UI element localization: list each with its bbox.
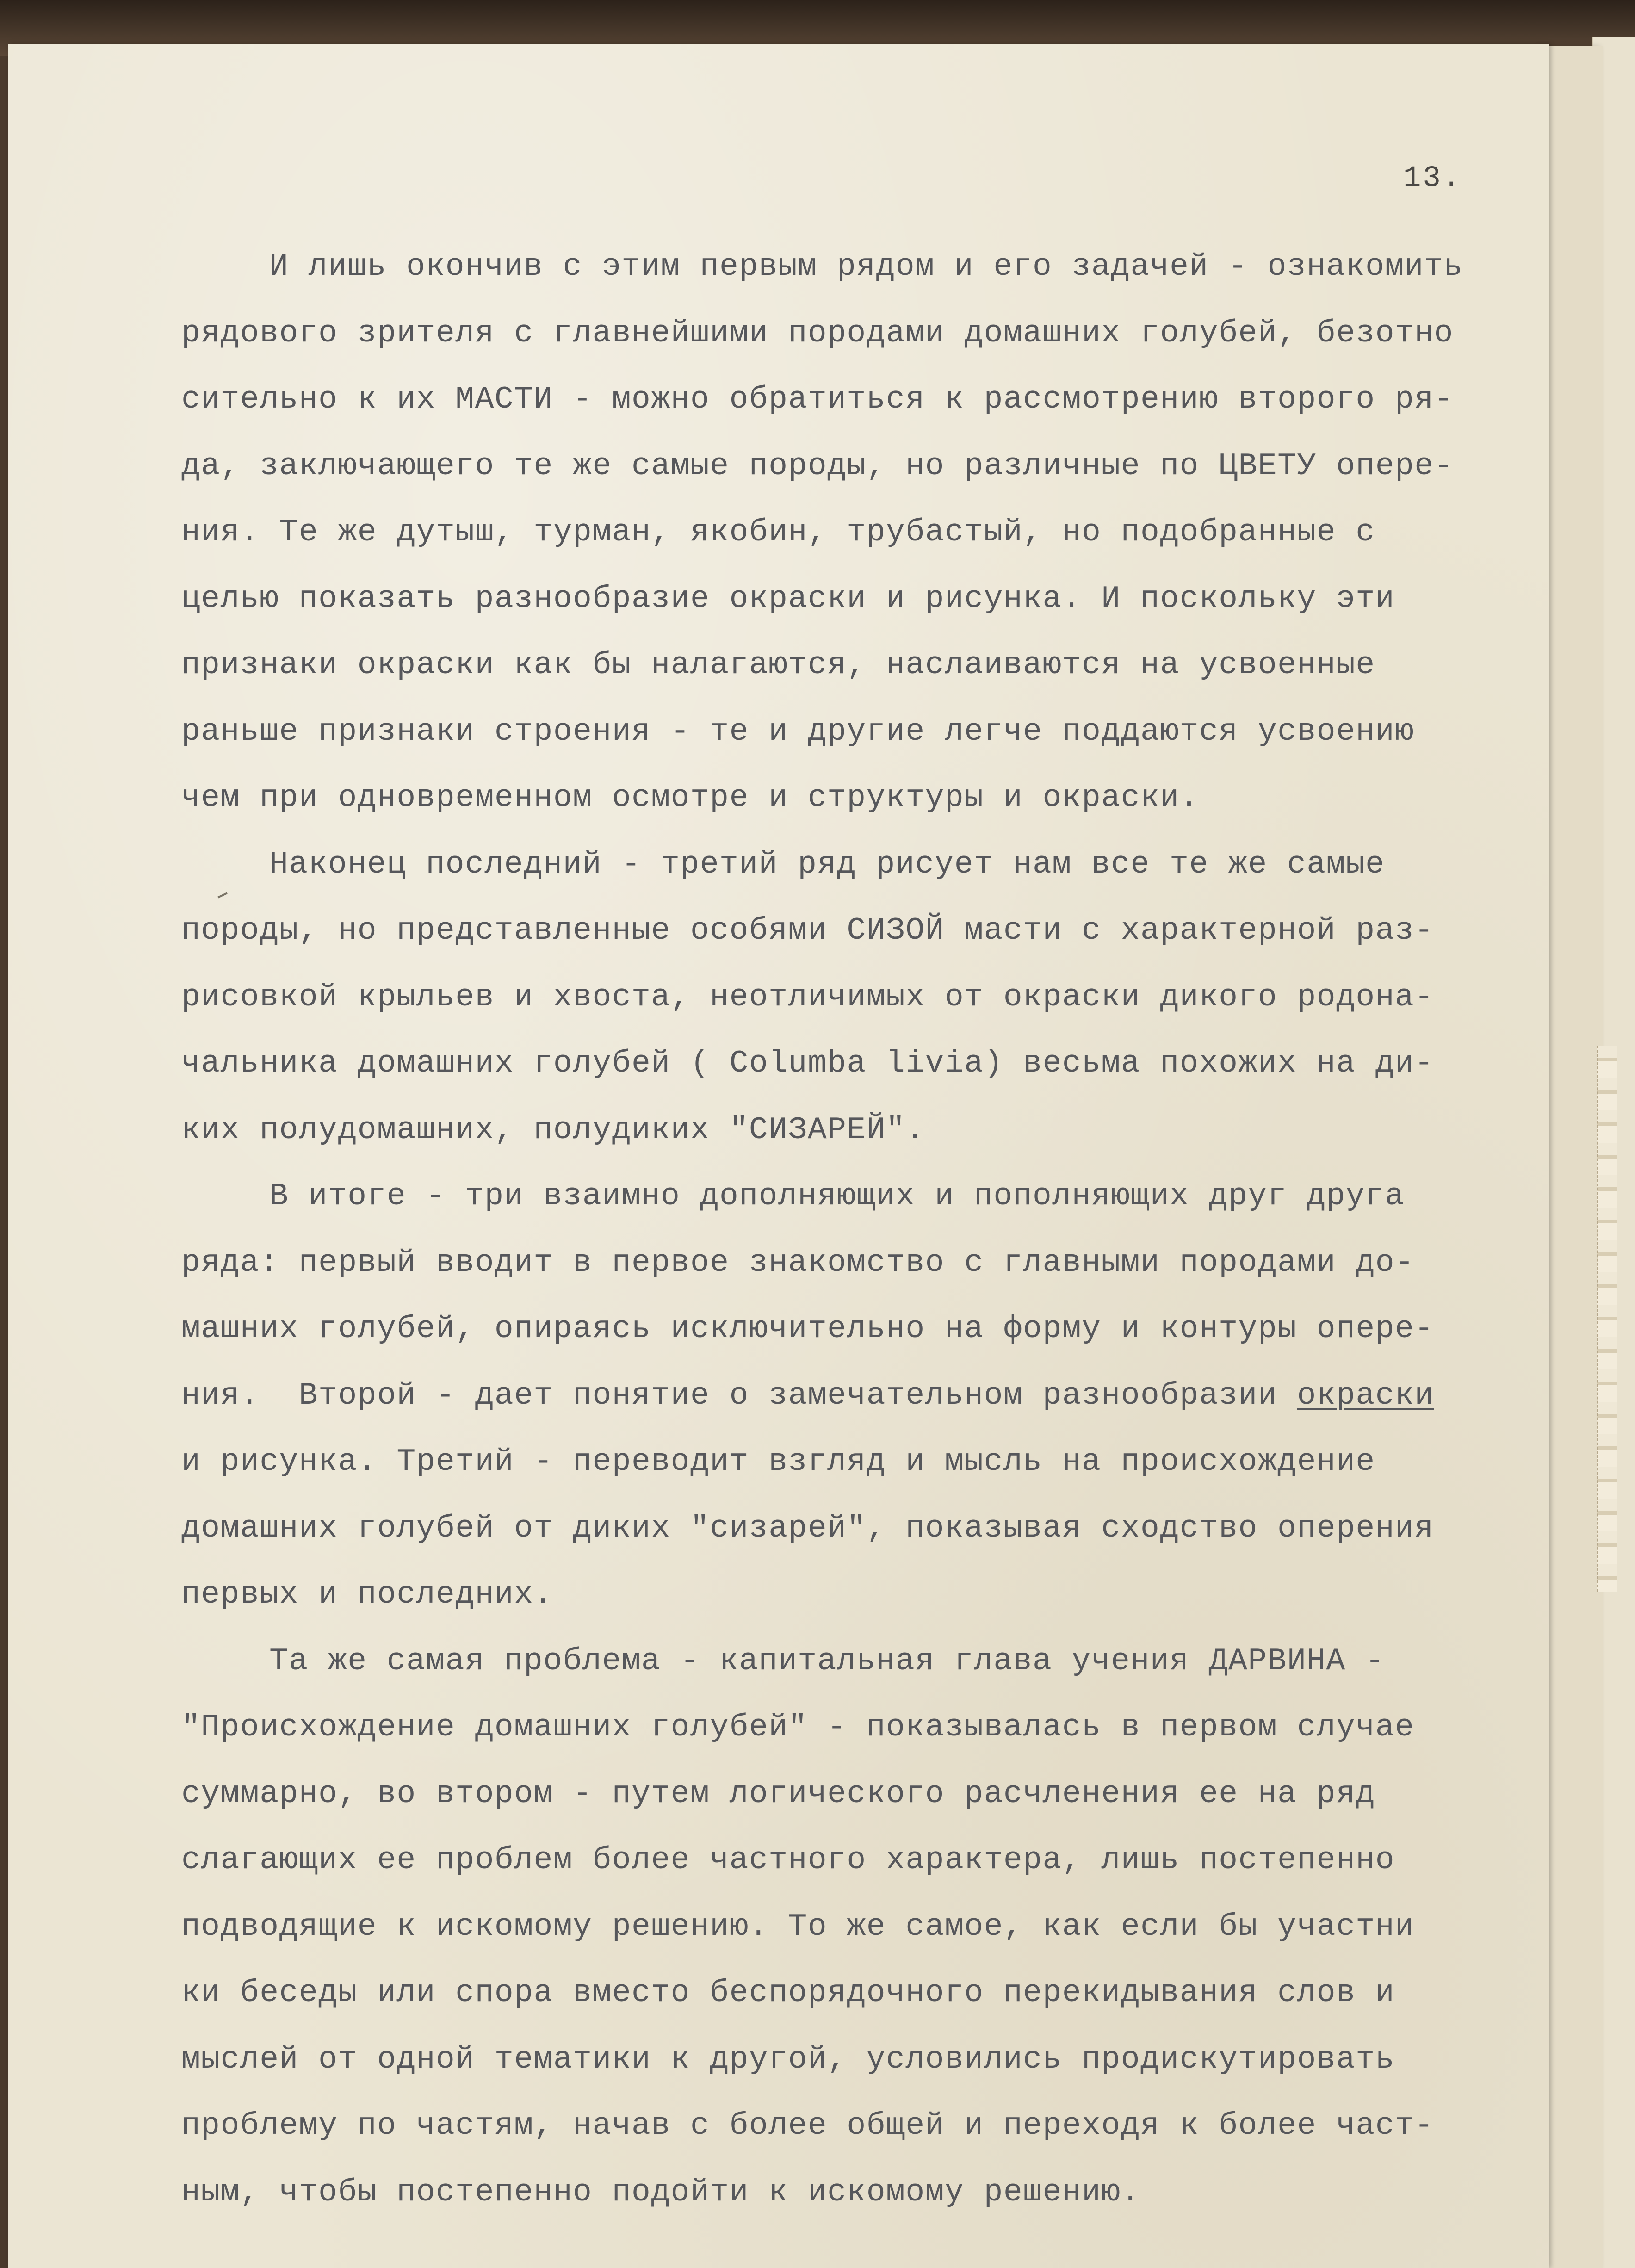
underlying-sheet bbox=[1541, 46, 1603, 2268]
text-line-content: проблему по частям, начав с более общей и переходя к более част- bbox=[181, 2108, 1434, 2144]
text-line bbox=[181, 566, 1523, 632]
text-line bbox=[181, 699, 1523, 765]
text-line bbox=[181, 1429, 1523, 1495]
text-line-content: ряда: первый вводит в первое знакомство с главными породами до- bbox=[181, 1245, 1415, 1281]
text-line bbox=[181, 234, 1523, 300]
text-line-content: домашних голубей от диких "сизарей", показывая сходство оперения bbox=[181, 1510, 1434, 1546]
text-line bbox=[181, 1296, 1523, 1363]
text-line bbox=[181, 964, 1523, 1031]
text-line bbox=[181, 1761, 1523, 1828]
underlined-word: окраски bbox=[1297, 1377, 1434, 1413]
text-line-content: "Происхождение домашних голубей" - показывалась в первом случае bbox=[181, 1710, 1415, 1745]
text-line-content: чем при одновременном осмотре и структуры и окраски. bbox=[181, 780, 1199, 816]
text-line bbox=[181, 300, 1523, 367]
text-line bbox=[181, 898, 1523, 964]
text-line-content: ным, чтобы постепенно подойти к искомому решению. bbox=[181, 2174, 1141, 2210]
text-line-content: рядового зрителя с главнейшими породами домашних голубей, безотно bbox=[181, 315, 1454, 351]
text-line-content: суммарно, во втором - путем логического расчленения ее на ряд bbox=[181, 1776, 1375, 1812]
text-line bbox=[181, 1628, 1523, 1695]
body-text bbox=[181, 234, 1523, 2225]
text-line bbox=[181, 2026, 1523, 2093]
text-line-content: признаки окраски как бы налагаются, наслаиваются на усвоенные bbox=[181, 647, 1375, 683]
text-line-content: раньше признаки строения - те и другие легче поддаются усвоению bbox=[181, 713, 1415, 750]
text-line-content: ния. Те же дутыш, турман, якобин, трубастый, но подобранные с bbox=[181, 514, 1375, 550]
text-line-content: да, заключающего те же самые породы, но различные по ЦВЕТУ опере- bbox=[181, 448, 1454, 484]
text-line-content: машних голубей, опираясь исключительно на форму и контуры опере- bbox=[181, 1311, 1434, 1347]
text-line-content: ких полудомашних, полудиких "СИЗАРЕЙ". bbox=[181, 1112, 925, 1148]
text-line bbox=[181, 1495, 1523, 1562]
page-number: 13. bbox=[1403, 162, 1462, 195]
text-line bbox=[181, 831, 1523, 898]
text-line-content: В итоге - три взаимно дополняющих и пополняющих друг друга bbox=[269, 1178, 1405, 1214]
text-line-content: первых и последних. bbox=[181, 1577, 553, 1612]
text-line-content: сительно к их МАСТИ - можно обратиться к рассмотрению второго ря- bbox=[181, 382, 1454, 417]
text-line bbox=[181, 1030, 1523, 1097]
text-line bbox=[181, 499, 1523, 566]
text-line bbox=[181, 1230, 1523, 1296]
text-line bbox=[181, 366, 1523, 433]
text-line bbox=[181, 1960, 1523, 2026]
text-line-content: подводящие к искомому решению. То же самое, как если бы участни bbox=[181, 1909, 1415, 1945]
text-line bbox=[181, 1097, 1523, 1164]
text-line-content: ния. Второй - дает понятие о замечательном разнообразии bbox=[181, 1377, 1297, 1413]
text-line bbox=[181, 433, 1523, 500]
text-line-content: целью показать разнообразие окраски и рисунка. И поскольку эти bbox=[181, 581, 1395, 617]
text-line-content: слагающих ее проблем более частного характера, лишь постепенно bbox=[181, 1842, 1395, 1878]
text-line bbox=[181, 1827, 1523, 1894]
text-line-content: рисовкой крыльев и хвоста, неотличимых от окраски дикого родона- bbox=[181, 979, 1434, 1015]
text-line-content: мыслей от одной тематики к другой, условились продискутировать bbox=[181, 2041, 1395, 2077]
text-line-content: и рисунка. Третий - переводит взгляд и мысль на происхождение bbox=[181, 1444, 1375, 1480]
text-line bbox=[181, 632, 1523, 699]
text-line-content: Та же самая проблема - капитальная глава учения ДАРВИНА - bbox=[269, 1643, 1385, 1679]
text-line bbox=[181, 1894, 1523, 1960]
text-line bbox=[181, 765, 1523, 831]
torn-paper-edge bbox=[1597, 1046, 1617, 1592]
text-line bbox=[181, 2159, 1523, 2226]
text-line bbox=[181, 1363, 1523, 1429]
text-line bbox=[181, 2093, 1523, 2159]
text-line bbox=[181, 1694, 1523, 1761]
text-line-content: породы, но представленные особями СИЗОЙ масти с характерной раз- bbox=[181, 913, 1434, 948]
text-line-content: ки беседы или спора вместо беспорядочного перекидывания слов и bbox=[181, 1975, 1395, 2011]
text-line-content: Наконец последний - третий ряд рисует нам все те же самые bbox=[269, 846, 1385, 882]
text-line bbox=[181, 1562, 1523, 1628]
text-line bbox=[181, 1163, 1523, 1230]
text-line-content: И лишь окончив с этим первым рядом и его задачей - ознакомить bbox=[269, 249, 1463, 285]
text-line-content: чальника домашних голубей ( Columba livia) весьма похожих на ди- bbox=[181, 1046, 1434, 1081]
